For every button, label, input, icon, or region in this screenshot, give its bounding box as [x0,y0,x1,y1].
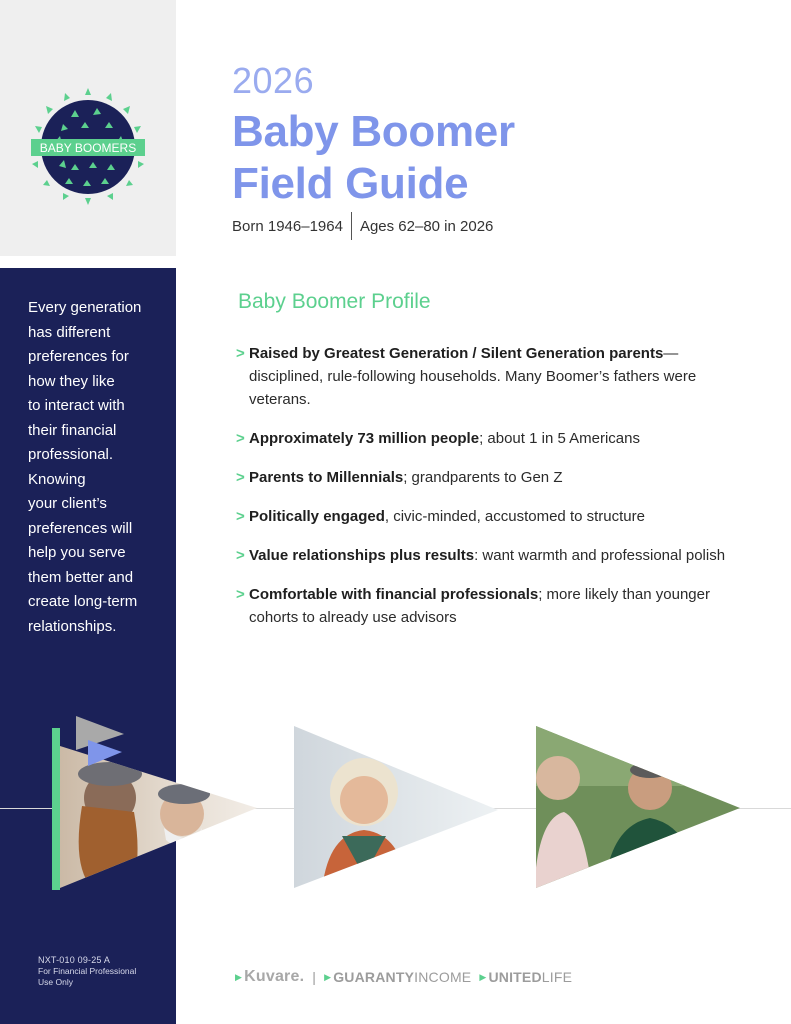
profile-bullet [236,466,726,489]
bullet-text: ; about 1 in 5 Americans [479,430,640,447]
sidebar-line: Knowing [28,470,86,488]
sidebar-intro-text [28,296,168,639]
year-heading: 2026 [232,60,315,101]
bullet-arrow-icon: > [236,469,245,486]
born-range: Born 1946–1964 [232,217,343,235]
bullet-arrow-icon: > [236,508,245,525]
bullet-bold: Politically engaged [249,508,385,525]
ages-range: Ages 62–80 in 2026 [359,217,494,235]
sidebar-line: preferences will [28,519,133,537]
sidebar-line: them better and [28,568,134,586]
profile-bullet [236,544,726,567]
bullet-text: —disciplined, rule-following households. Many Boomer’s fathers were veterans. [249,345,697,408]
sidebar-line: has different [28,323,111,341]
sidebar-line: help you serve [28,544,126,561]
photo-couple-hats [52,716,262,896]
profile-bullet [236,505,726,528]
sidebar-line: professional. [28,446,114,463]
united-logo-light: LIFE [541,969,573,985]
bullet-bold: Approximately 73 million people [249,430,480,447]
disclaimer-line-2: Use Only [38,977,73,987]
photo-image [534,726,744,890]
profile-bullet [236,342,726,411]
logo-divider: | [312,969,317,985]
sidebar-line: how they like [28,372,115,390]
document-code: NXT-010 09-25 A [38,955,111,965]
sidebar-line: their financial [28,421,117,439]
photo-image [52,716,262,896]
photo-woman-smiling [292,726,502,890]
bullet-text: ; more likely than younger cohorts to already use advisors [249,586,710,626]
sidebar-line: create long-term [28,593,138,610]
profile-bullet [236,427,726,450]
sidebar-line: your client’s [28,495,107,512]
sidebar-line: preferences for [28,348,129,365]
guaranty-logo-bold: GUARANTY [333,969,415,985]
triangle-icon: ▶ [235,971,243,982]
photo-image [292,726,502,890]
title-line-2: Field Guide [232,159,469,208]
baby-boomers-badge [25,84,151,210]
bullet-bold: Value relationships plus results [249,547,475,564]
united-logo-bold: UNITED [488,969,542,985]
bullet-arrow-icon: > [236,430,245,447]
badge-label: BABY BOOMERS [39,141,137,155]
sidebar-line: Every generation [28,299,142,316]
kuvare-logo: Kuvare. [244,968,305,985]
triangle-icon: ▶ [324,971,332,982]
bullet-text: : want warmth and professional polish [474,547,726,564]
bullet-bold: Comfortable with financial professionals [249,586,539,603]
badge-graphic [25,84,151,210]
page-title [232,106,515,210]
bullet-arrow-icon: > [236,345,245,362]
bullet-arrow-icon: > [236,547,245,564]
document-footnote [38,955,136,988]
sidebar-line: relationships. [28,617,117,635]
sidebar-line: to interact with [28,397,125,414]
bullet-bold: Parents to Millennials [249,469,404,486]
bullet-text: ; grandparents to Gen Z [403,469,563,486]
title-line-1: Baby Boomer [232,107,515,156]
brand-logos [235,968,572,986]
profile-heading: Baby Boomer Profile [238,290,431,313]
disclaimer-line-1: For Financial Professional [38,966,137,976]
profile-bullet [236,583,726,629]
bullet-arrow-icon: > [236,586,245,603]
birth-years-row [232,212,493,240]
bullet-text: , civic-minded, accustomed to structure [384,508,645,525]
triangle-icon: ▶ [479,971,487,982]
photo-couple-outdoors [534,726,744,890]
bullet-bold: Raised by Greatest Generation / Silent Generation parents [249,345,664,362]
divider [351,212,352,240]
guaranty-logo-light: INCOME [414,969,472,985]
profile-bullet-list [236,342,726,645]
